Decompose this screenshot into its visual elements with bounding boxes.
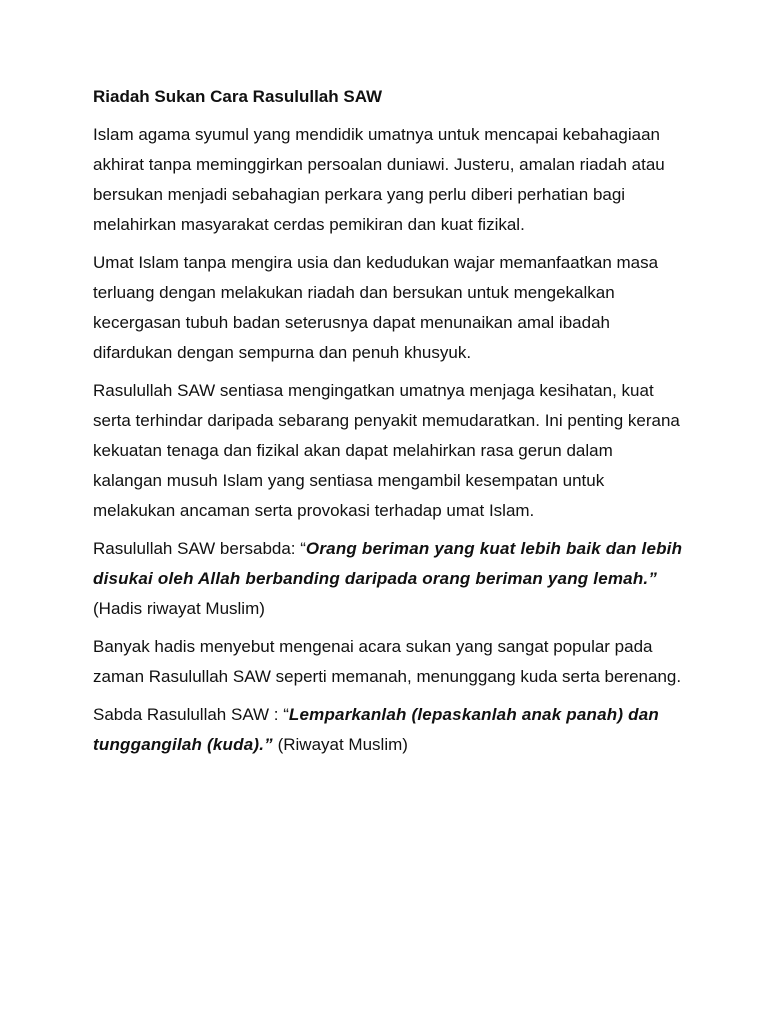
hadith-1-close-quote: ” xyxy=(648,569,658,588)
hadith-1-paragraph xyxy=(93,534,683,624)
document-title: Riadah Sukan Cara Rasulullah SAW xyxy=(93,87,383,106)
hadith-1-quote: Orang beriman yang kuat lebih baik dan lebih disukai oleh Allah berbanding daripada orang beriman yang lemah. xyxy=(93,539,683,588)
hadith-2-lead: Sabda Rasulullah SAW : “ xyxy=(93,705,289,724)
paragraph-3: Rasulullah SAW sentiasa mengingatkan umatnya menjaga kesihatan, kuat serta terhindar daripada sebarang penyakit memudaratkan. Ini penting kerana kekuatan tenaga dan fizikal akan dapat melahirkan rasa gerun dalam kalangan musuh Islam yang sentiasa mengambil kesempatan untuk melakukan ancaman serta provokasi terhadap umat Islam. xyxy=(93,381,680,520)
hadith-2-source: (Riwayat Muslim) xyxy=(272,735,408,754)
hadith-2-paragraph xyxy=(93,700,683,760)
document-page xyxy=(93,86,683,768)
hadith-2-close-quote: ” xyxy=(264,735,273,754)
paragraph-4: Banyak hadis menyebut mengenai acara sukan yang sangat popular pada zaman Rasulullah SAW seperti memanah, menunggang kuda serta berenang. xyxy=(93,637,682,686)
hadith-1-lead: Rasulullah SAW bersabda: “ xyxy=(93,539,306,558)
paragraph-2: Umat Islam tanpa mengira usia dan kedudukan wajar memanfaatkan masa terluang dengan melakukan riadah dan bersukan untuk mengekalkan kecergasan tubuh badan seterusnya dapat menunaikan amal ibadah difardukan dengan sempurna dan penuh khusyuk. xyxy=(93,253,659,362)
hadith-1-source: (Hadis riwayat Muslim) xyxy=(93,599,265,618)
hadith-2-quote: Lemparkanlah (lepaskanlah anak panah) dan tunggangilah (kuda). xyxy=(93,705,659,754)
paragraph-1: Islam agama syumul yang mendidik umatnya untuk mencapai kebahagiaan akhirat tanpa meminggirkan persoalan duniawi. Justeru, amalan riadah atau bersukan menjadi sebahagian perkara yang perlu diberi perhatian bagi melahirkan masyarakat cerdas pemikiran dan kuat fizikal. xyxy=(93,125,665,234)
